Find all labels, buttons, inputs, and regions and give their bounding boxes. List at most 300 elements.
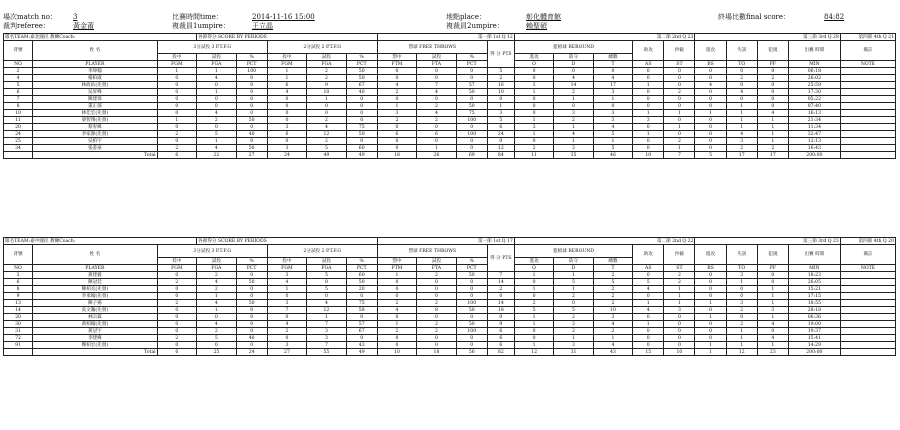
- code-header: T: [593, 265, 632, 272]
- sub-header: 投中: [267, 258, 306, 265]
- stat-cell: 4: [593, 75, 632, 82]
- stat-cell: 0: [695, 335, 726, 342]
- stat-cell: 0: [417, 335, 456, 342]
- table-row: [4, 82, 896, 89]
- fg3-header: 3分試投 3 P.T.F.G: [157, 245, 267, 258]
- stat-cell: 4: [197, 279, 236, 286]
- stat-cell: 0: [377, 314, 416, 321]
- stat-cell: 17:30: [788, 89, 840, 96]
- total-cell: 17: [757, 152, 788, 159]
- stat-cell: 2: [417, 300, 456, 307]
- stat-cell: 0: [726, 314, 757, 321]
- stat-cell: 3: [307, 335, 346, 342]
- stat-cell: 1: [695, 300, 726, 307]
- stat-cell: 5: [593, 131, 632, 138]
- sub-header: 試投: [307, 258, 346, 265]
- stat-cell: 0: [267, 335, 306, 342]
- stat-cell: 91: [4, 342, 33, 349]
- stat-cell: 0: [695, 75, 726, 82]
- team-name: 隊名TEAM:嘉中國民 教練Coach:: [4, 238, 197, 245]
- stat-cell: 12: [487, 145, 514, 152]
- sub-header: 投中: [157, 54, 196, 61]
- stat-cell: 2: [377, 300, 416, 307]
- code-header: ST: [664, 265, 695, 272]
- stat-cell: 0: [267, 293, 306, 300]
- stat-cell: 2: [487, 286, 514, 293]
- stat-cell: 1: [726, 328, 757, 335]
- stat-cell: 0: [346, 103, 377, 110]
- sub-header: 試投: [307, 54, 346, 61]
- stat-cell: [840, 131, 895, 138]
- stat-cell: 0: [664, 117, 695, 124]
- total-row: [4, 349, 896, 356]
- stat-cell: 1: [726, 110, 757, 117]
- code-header: NO: [4, 265, 33, 272]
- stat-cell: 7: [417, 82, 456, 89]
- stat-cell: 4: [267, 279, 306, 286]
- stat-cell: 2: [593, 300, 632, 307]
- stat-cell: [840, 117, 895, 124]
- stat-cell: 0: [514, 279, 553, 286]
- sub-header: %: [456, 54, 487, 61]
- sub-header: 罰中: [377, 54, 416, 61]
- code-header: FGA: [197, 61, 236, 68]
- min-header: 出賽 時間: [788, 245, 840, 265]
- stat-cell: 5: [487, 68, 514, 75]
- code-header: NO: [4, 61, 33, 68]
- code-header: ST: [664, 61, 695, 68]
- total-cell: 200:00: [788, 349, 840, 356]
- total-cell: 55: [307, 349, 346, 356]
- table-row: [4, 328, 896, 335]
- stat-cell: 0: [346, 293, 377, 300]
- sub-header: 試投: [197, 54, 236, 61]
- code-header: FGA: [307, 265, 346, 272]
- stat-cell: 2: [157, 335, 196, 342]
- pts-header: 得 分 PTS: [487, 41, 514, 68]
- stat-cell: 4: [593, 124, 632, 131]
- table-row: [4, 110, 896, 117]
- stat-cell: 3: [4, 272, 33, 279]
- stat-cell: [840, 342, 895, 349]
- stat-cell: 18:23: [788, 272, 840, 279]
- player-name: 林宗霖: [33, 314, 158, 321]
- stat-cell: 4: [633, 286, 664, 293]
- stat-cell: 4: [554, 131, 593, 138]
- stat-cell: 2: [417, 321, 456, 328]
- stat-cell: 0: [514, 328, 553, 335]
- stat-cell: 1: [554, 335, 593, 342]
- stat-cell: 50: [456, 272, 487, 279]
- stat-cell: 0: [695, 286, 726, 293]
- stat-cell: 3: [593, 117, 632, 124]
- code-header: T: [593, 61, 632, 68]
- player-name: 梁智翔(先發): [33, 117, 158, 124]
- stat-cell: 60: [346, 145, 377, 152]
- stat-cell: [840, 110, 895, 117]
- stat-cell: 0: [417, 342, 456, 349]
- stat-cell: 0: [695, 103, 726, 110]
- stat-cell: 2: [487, 75, 514, 82]
- stat-cell: 10: [593, 307, 632, 314]
- stat-cell: 2: [554, 293, 593, 300]
- stat-cell: 1: [157, 68, 196, 75]
- code-header: PCT: [236, 61, 267, 68]
- table-row: [4, 131, 896, 138]
- stat-cell: 50: [456, 321, 487, 328]
- stat-cell: 60: [346, 272, 377, 279]
- q2-score: 第二節 2nd Q 22: [514, 238, 695, 245]
- total-cell: 22: [197, 152, 236, 159]
- stat-cell: 0: [157, 342, 196, 349]
- stat-cell: 2: [726, 75, 757, 82]
- stl-header: 抄截: [664, 245, 695, 265]
- stat-cell: 4: [726, 131, 757, 138]
- stat-cell: 0: [417, 75, 456, 82]
- fg3-header: 3分試投 3 P.T.F.G: [157, 41, 267, 54]
- code-header: PLAYER: [33, 265, 158, 272]
- stat-cell: 0: [417, 314, 456, 321]
- code-header: FTM: [377, 265, 416, 272]
- stat-cell: 4: [4, 75, 33, 82]
- stat-cell: 1: [664, 286, 695, 293]
- table-row: [4, 321, 896, 328]
- stat-cell: 5: [593, 145, 632, 152]
- stat-cell: 1: [757, 300, 788, 307]
- stat-cell: 7: [267, 307, 306, 314]
- ft-header: 罰球 FREE THROWS: [377, 41, 487, 54]
- stat-cell: 2: [726, 145, 757, 152]
- stat-cell: 0: [157, 89, 196, 96]
- stat-cell: 0: [267, 314, 306, 321]
- stat-cell: 2: [757, 75, 788, 82]
- umpire1-value: 王立晶: [252, 22, 273, 30]
- stat-cell: 1: [633, 131, 664, 138]
- stat-cell: 4: [757, 110, 788, 117]
- stat-cell: 06:18: [788, 68, 840, 75]
- stat-cell: 3: [267, 300, 306, 307]
- stat-cell: 2: [307, 117, 346, 124]
- stat-cell: 75: [456, 110, 487, 117]
- total-cell: 25: [197, 349, 236, 356]
- stat-cell: 19:00: [788, 321, 840, 328]
- stat-cell: 2: [197, 117, 236, 124]
- stat-cell: 0: [514, 96, 553, 103]
- player-name: 陳柏丞(先發): [33, 286, 158, 293]
- stat-cell: 0: [236, 103, 267, 110]
- stat-cell: 30: [4, 321, 33, 328]
- total-cell: 49: [346, 349, 377, 356]
- stat-cell: 05:22: [788, 96, 840, 103]
- stat-cell: 1: [267, 75, 306, 82]
- stat-cell: 3: [757, 307, 788, 314]
- table-row: [4, 138, 896, 145]
- stat-cell: 0: [236, 328, 267, 335]
- stat-cell: 21:34: [788, 117, 840, 124]
- stat-cell: 1: [757, 342, 788, 349]
- total-cell: 18: [377, 152, 416, 159]
- stat-cell: 3: [267, 124, 306, 131]
- stat-cell: 0: [377, 342, 416, 349]
- stat-cell: 6: [4, 89, 33, 96]
- stat-cell: 20: [346, 286, 377, 293]
- stat-cell: 1: [267, 286, 306, 293]
- min-header: 出賽 時間: [788, 41, 840, 61]
- stat-cell: 1: [377, 272, 416, 279]
- stat-cell: 2: [554, 117, 593, 124]
- stat-cell: 0: [664, 82, 695, 89]
- stat-cell: [840, 321, 895, 328]
- code-header: AS: [633, 61, 664, 68]
- stat-cell: 1: [695, 110, 726, 117]
- stat-cell: 16:43: [788, 145, 840, 152]
- stat-cell: 9: [307, 82, 346, 89]
- player-name: 陳冠廷: [33, 279, 158, 286]
- total-cell: 17: [726, 152, 757, 159]
- q1-score: 第一節 1st Q 12: [377, 34, 514, 41]
- stat-cell: 0: [633, 272, 664, 279]
- total-cell: 31: [554, 349, 593, 356]
- stat-cell: 6: [4, 279, 33, 286]
- stat-cell: 8: [417, 307, 456, 314]
- total-cell: 43: [593, 349, 632, 356]
- stat-cell: 3: [554, 145, 593, 152]
- stat-cell: 67: [346, 82, 377, 89]
- stat-cell: [840, 145, 895, 152]
- table-row: [4, 145, 896, 152]
- stat-cell: 0: [695, 293, 726, 300]
- stat-cell: 0: [236, 82, 267, 89]
- stat-cell: 0: [695, 145, 726, 152]
- player-name: 李家源(先發): [33, 131, 158, 138]
- stat-cell: 50: [346, 75, 377, 82]
- total-cell: 27: [236, 152, 267, 159]
- stat-cell: 0: [554, 68, 593, 75]
- total-cell: 24: [236, 349, 267, 356]
- stat-cell: 3: [377, 110, 416, 117]
- stat-cell: 50: [456, 103, 487, 110]
- code-header: FGM: [267, 265, 306, 272]
- reb-header: 籃板球 REBOUND: [514, 41, 632, 54]
- stat-cell: 4: [554, 75, 593, 82]
- stat-cell: 1: [757, 286, 788, 293]
- stat-cell: 0: [236, 314, 267, 321]
- reb-header: 籃板球 REBOUND: [514, 245, 632, 258]
- stat-cell: 50: [236, 279, 267, 286]
- stat-cell: 11: [4, 117, 33, 124]
- name-header: 姓 名: [33, 41, 158, 61]
- stat-cell: 100: [456, 300, 487, 307]
- player-name: 李承翰(先發): [33, 293, 158, 300]
- stat-cell: 15:21: [788, 286, 840, 293]
- total-cell: 5: [695, 152, 726, 159]
- player-name: 吳柏宇: [33, 138, 158, 145]
- stat-cell: 1: [664, 300, 695, 307]
- stat-cell: 0: [514, 335, 553, 342]
- table-row: [4, 342, 896, 349]
- table-row: [4, 68, 896, 75]
- stat-cell: 4: [377, 82, 416, 89]
- q2-score: 第二節 2nd Q 23: [514, 34, 695, 41]
- stat-cell: [840, 89, 895, 96]
- sub-header: 試投: [417, 258, 456, 265]
- stat-cell: 4: [757, 335, 788, 342]
- stat-cell: 1: [664, 145, 695, 152]
- stat-cell: 0: [664, 96, 695, 103]
- stat-cell: 0: [236, 138, 267, 145]
- stat-cell: 5: [307, 286, 346, 293]
- stat-cell: 4: [197, 75, 236, 82]
- stat-cell: 3: [554, 110, 593, 117]
- table-row: [4, 279, 896, 286]
- stat-cell: 34: [4, 145, 33, 152]
- stat-cell: 1: [593, 335, 632, 342]
- stat-cell: 100: [456, 328, 487, 335]
- table-row: [4, 293, 896, 300]
- total-cell: 49: [346, 152, 377, 159]
- stat-cell: 10: [4, 110, 33, 117]
- stat-cell: 0: [456, 124, 487, 131]
- stat-cell: 5: [307, 272, 346, 279]
- stat-cell: 0: [757, 68, 788, 75]
- stat-cell: 2: [664, 138, 695, 145]
- stat-cell: 8: [4, 286, 33, 293]
- stat-cell: 2: [554, 314, 593, 321]
- stat-cell: 6: [487, 342, 514, 349]
- code-header: NOTE: [840, 265, 895, 272]
- stat-cell: 1: [757, 293, 788, 300]
- total-cell: 69: [456, 152, 487, 159]
- pts-header: 得 分 PTS: [487, 245, 514, 272]
- stat-cell: 0: [377, 96, 416, 103]
- stat-cell: 0: [346, 117, 377, 124]
- stat-cell: 5: [307, 145, 346, 152]
- stat-cell: [840, 103, 895, 110]
- q4-score: 第四節 4th Q 20: [840, 238, 895, 245]
- stat-cell: 2: [197, 286, 236, 293]
- player-name: 黃建毅: [33, 272, 158, 279]
- stat-cell: 1: [487, 103, 514, 110]
- stat-cell: 4: [197, 110, 236, 117]
- table-row: [4, 286, 896, 293]
- stat-cell: 24: [487, 131, 514, 138]
- team-name: 隊名TEAM:嘉北國民 教練Coach:: [4, 34, 197, 41]
- stat-cell: 4: [307, 124, 346, 131]
- sub-header: 投中: [267, 54, 306, 61]
- stat-cell: 0: [514, 68, 553, 75]
- stat-cell: 6: [487, 124, 514, 131]
- stat-cell: 50: [236, 300, 267, 307]
- sub-header: %: [346, 258, 377, 265]
- stat-cell: 1: [726, 279, 757, 286]
- blk-header: 阻攻: [695, 245, 726, 265]
- stat-cell: 4: [267, 89, 306, 96]
- stat-cell: 10: [487, 89, 514, 96]
- stat-cell: [840, 314, 895, 321]
- sub-header: 試投: [417, 54, 456, 61]
- stat-cell: 25: [4, 138, 33, 145]
- stat-cell: 0: [456, 96, 487, 103]
- stat-cell: 0: [695, 124, 726, 131]
- stat-cell: 1: [664, 110, 695, 117]
- stat-cell: 0: [695, 138, 726, 145]
- total-cell: 1: [695, 349, 726, 356]
- stat-cell: 18: [487, 307, 514, 314]
- q3-score: 第三節 3rd Q 29: [695, 34, 840, 41]
- stat-cell: 3: [307, 328, 346, 335]
- stat-cell: 1: [593, 96, 632, 103]
- stat-cell: 1: [757, 124, 788, 131]
- stat-cell: 0: [633, 314, 664, 321]
- stat-cell: 75: [346, 300, 377, 307]
- stat-cell: 0: [633, 293, 664, 300]
- place-value: 彰化體育館: [526, 13, 561, 21]
- stat-cell: 2: [157, 131, 196, 138]
- stat-cell: 5: [197, 335, 236, 342]
- score-by-periods-label: 各節得分 SCORE BY PERIODS: [197, 238, 378, 245]
- stat-cell: 0: [514, 75, 553, 82]
- stat-cell: 1: [726, 335, 757, 342]
- stat-cell: 0: [157, 328, 196, 335]
- stat-cell: 2: [726, 321, 757, 328]
- stat-cell: 2: [157, 145, 196, 152]
- stat-cell: 4: [633, 307, 664, 314]
- name-header: 姓 名: [33, 245, 158, 265]
- stat-cell: 0: [377, 124, 416, 131]
- stat-cell: 0: [157, 75, 196, 82]
- code-header: PF: [757, 61, 788, 68]
- stat-cell: 6: [417, 131, 456, 138]
- stat-cell: [840, 96, 895, 103]
- stat-cell: 72: [4, 335, 33, 342]
- stat-cell: 12: [307, 131, 346, 138]
- stat-cell: 0: [157, 138, 196, 145]
- player-name: 楊柏崴: [33, 75, 158, 82]
- stat-cell: 0: [757, 103, 788, 110]
- q4-score: 第四節 4th Q 21: [840, 34, 895, 41]
- stat-cell: 0: [757, 272, 788, 279]
- stat-cell: 0: [456, 286, 487, 293]
- ft-header: 罰球 FREE THROWS: [377, 245, 487, 258]
- stat-cell: 4: [695, 82, 726, 89]
- stat-cell: 2: [377, 328, 416, 335]
- total-cell: 49: [307, 152, 346, 159]
- stat-cell: 0: [346, 110, 377, 117]
- player-name: 陳建璋: [33, 96, 158, 103]
- stat-cell: 1: [633, 82, 664, 89]
- stat-cell: 7: [307, 321, 346, 328]
- stat-cell: 16: [487, 82, 514, 89]
- stat-cell: 0: [236, 89, 267, 96]
- q3-score: 第三節 3rd Q 23: [695, 238, 840, 245]
- player-name: 李建緯: [33, 335, 158, 342]
- jersey-header: 背號: [4, 245, 33, 265]
- stat-cell: 0: [157, 110, 196, 117]
- stat-cell: 1: [554, 272, 593, 279]
- code-header: TO: [726, 265, 757, 272]
- stat-cell: [840, 82, 895, 89]
- stat-cell: 0: [633, 145, 664, 152]
- table-row: [4, 124, 896, 131]
- stat-cell: 0: [664, 342, 695, 349]
- stat-cell: 50: [346, 131, 377, 138]
- stat-cell: 0: [346, 138, 377, 145]
- stat-cell: 0: [757, 96, 788, 103]
- stat-cell: 100: [456, 131, 487, 138]
- stat-cell: 0: [236, 75, 267, 82]
- code-header: PCT: [456, 61, 487, 68]
- sub-header: 罰中: [377, 258, 416, 265]
